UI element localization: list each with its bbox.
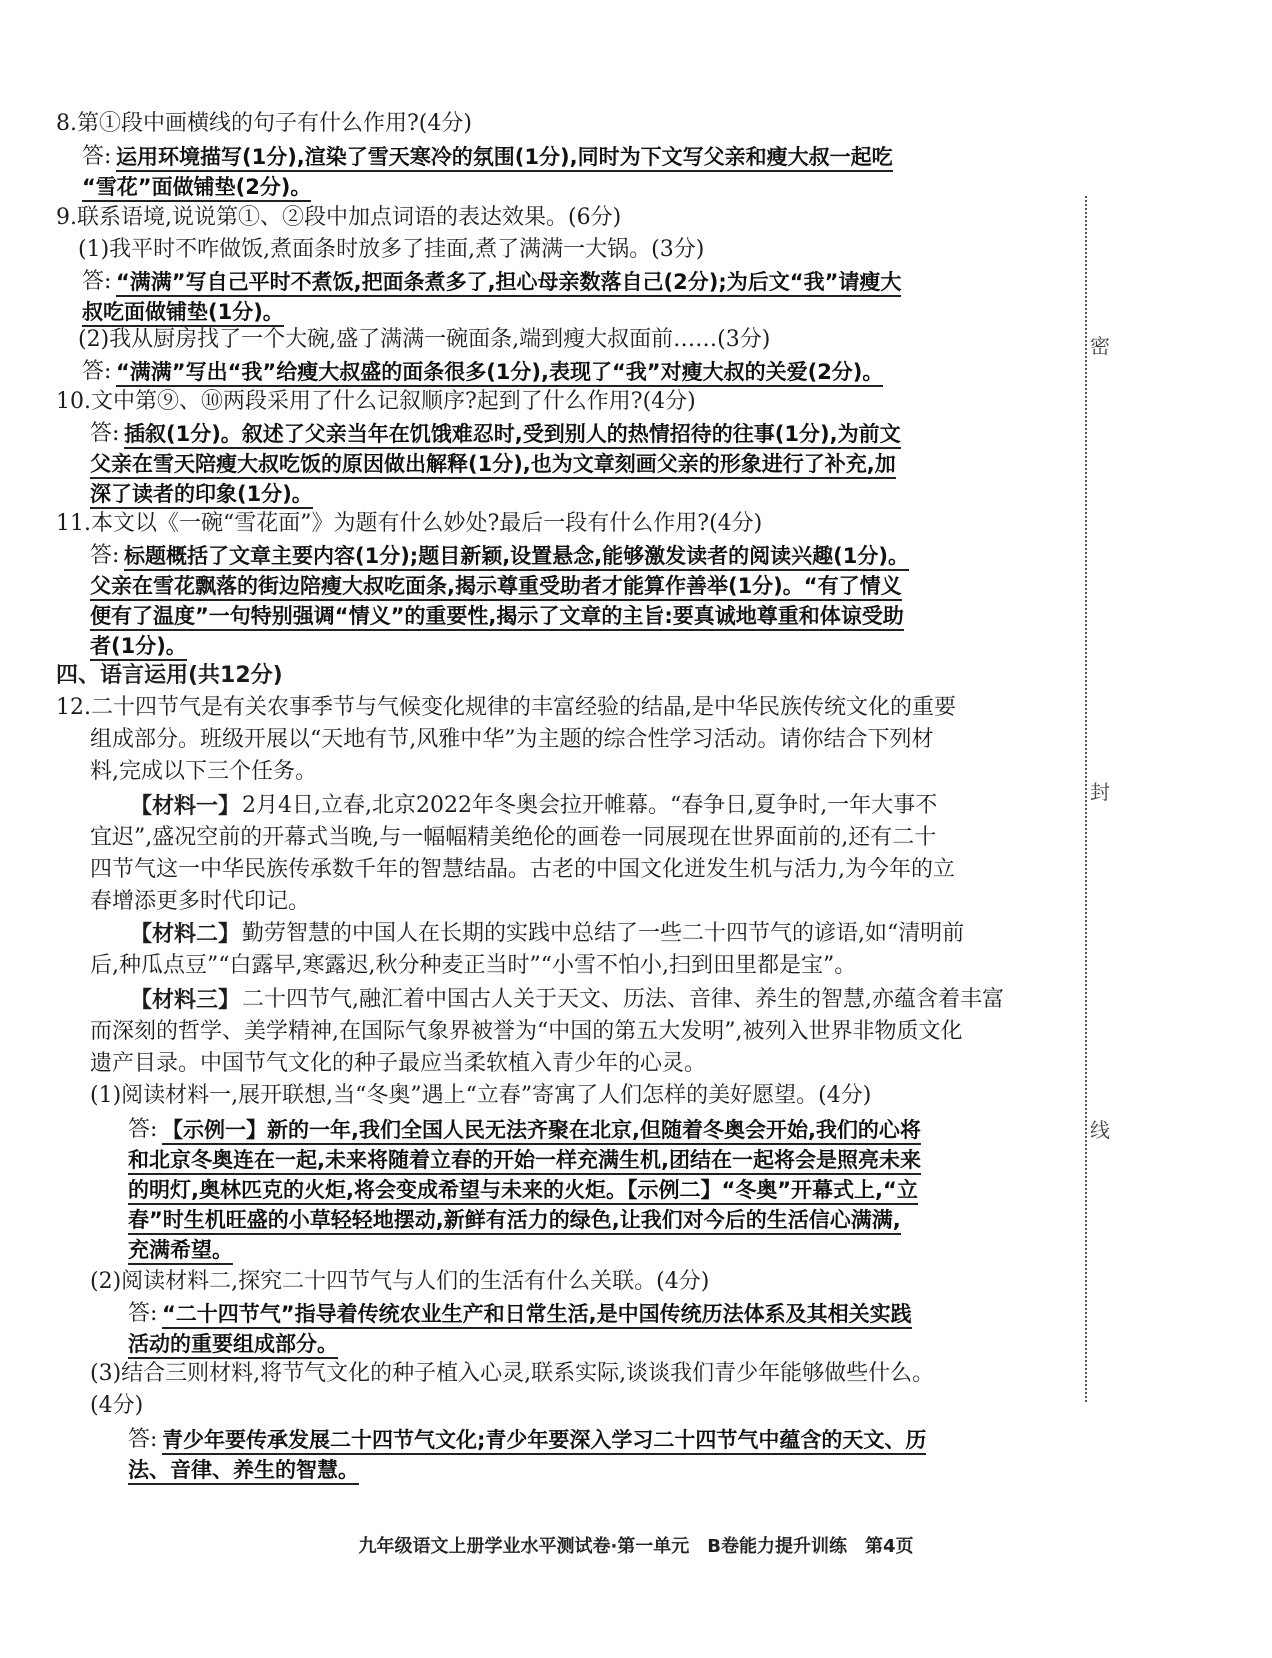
answer-label: 答:: [128, 1427, 158, 1452]
material-3-line-1: 二十四节气,融汇着中国古人关于天文、历法、音律、养生的智慧,亦蕴含着丰富: [242, 987, 1004, 1012]
question-8: 8.第①段中画横线的句子有什么作用?(4分): [56, 111, 472, 136]
answer-11-line-1: 标题概括了文章主要内容(1分);题目新颖,设置悬念,能够激发读者的阅读兴趣(1分)。: [124, 540, 909, 572]
answer-label: 答:: [90, 543, 120, 568]
material-1-line-3: 四节气这一中华民族传承数千年的智慧结晶。古老的中国文化迸发生机与活力,为今年的立: [90, 857, 955, 882]
question-10: 10.文中第⑨、⑩两段采用了什么记叙顺序?起到了什么作用?(4分): [56, 389, 696, 414]
answer-11-line-2: 父亲在雪花飘落的街边陪瘦大叔吃面条,揭示尊重受助者才能算作善举(1分)。“有了情义: [90, 570, 902, 602]
question-9-sub-2: (2)我从厨房找了一个大碗,盛了满满一碗面条,端到瘦大叔面前……(3分): [78, 327, 771, 352]
question-12-sub-2: (2)阅读材料二,探究二十四节气与人们的生活有什么关联。(4分): [90, 1269, 710, 1294]
page-footer: 九年级语文上册学业水平测试卷·第一单元 B卷能力提升训练 第4页: [358, 1536, 914, 1557]
material-2-label: 【材料二】: [130, 921, 241, 947]
material-3-line-3: 遗产目录。中国节气文化的种子最应当柔软植入青少年的心灵。: [90, 1051, 707, 1076]
answer-label: 答:: [128, 1301, 158, 1326]
answer-12-2-line-2: 活动的重要组成部分。: [128, 1328, 338, 1360]
binding-char-mi: 密: [1090, 334, 1110, 358]
material-2-line-2: 后,种瓜点豆”“白露早,寒露迟,秋分种麦正当时”“小雪不怕小,扫到田里都是宝”。: [90, 953, 857, 978]
material-3-line-2: 而深刻的哲学、美学精神,在国际气象界被誉为“中国的第五大发明”,被列入世界非物质文化: [90, 1019, 963, 1044]
answer-9-2: “满满”写出“我”给瘦大叔盛的面条很多(1分),表现了“我”对瘦大叔的关爱(2分)。: [116, 356, 883, 388]
answer-label: 答:: [82, 144, 112, 169]
answer-label: 答:: [82, 269, 112, 294]
question-12-line-1: 12.二十四节气是有关农事季节与气候变化规律的丰富经验的结晶,是中华民族传统文化的重要: [56, 695, 956, 720]
question-9-sub-1: (1)我平时不咋做饭,煮面条时放多了挂面,煮了满满一大锅。(3分): [78, 237, 705, 262]
answer-label: 答:: [128, 1117, 158, 1142]
answer-12-1-line-2: 和北京冬奥连在一起,未来将随着立春的开始一样充满生机,团结在一起将会是照亮未来: [128, 1144, 921, 1176]
material-2-line-1: 勤劳智慧的中国人在长期的实践中总结了一些二十四节气的谚语,如“清明前: [242, 921, 965, 946]
answer-8-line-1: 运用环境描写(1分),渲染了雪天寒冷的氛围(1分),同时为下文写父亲和瘦大叔一起吃: [116, 141, 893, 173]
answer-12-1-line-5: 充满希望。: [128, 1234, 233, 1266]
material-3-label: 【材料三】: [130, 987, 241, 1013]
question-12-sub-1: (1)阅读材料一,展开联想,当“冬奥”遇上“立春”寄寓了人们怎样的美好愿望。(4分): [90, 1083, 872, 1108]
material-1-line-1: 2月4日,立春,北京2022年冬奥会拉开帷幕。“春争日,夏争时,一年大事不: [242, 793, 938, 818]
answer-label: 答:: [82, 359, 112, 384]
answer-9-1-line-1: “满满”写自己平时不煮饭,把面条煮多了,担心母亲数落自己(2分);为后文“我”请瘦大: [116, 266, 901, 298]
answer-12-1-line-1: 【示例一】新的一年,我们全国人民无法齐聚在北京,但随着冬奥会开始,我们的心将: [162, 1114, 921, 1146]
answer-12-3-line-1: 青少年要传承发展二十四节气文化;青少年要深入学习二十四节气中蕴含的天文、历: [162, 1424, 926, 1456]
material-1-line-2: 宜迟”,盛况空前的开幕式当晚,与一幅幅精美绝伦的画卷一同展现在世界面前的,还有二十: [90, 825, 937, 850]
binding-char-xian: 线: [1090, 1118, 1110, 1142]
answer-12-1-line-4: 春”时生机旺盛的小草轻轻地摆动,新鲜有活力的绿色,让我们对今后的生活信心满满,: [128, 1204, 901, 1236]
question-12-sub-3: (3)结合三则材料,将节气文化的种子植入心灵,联系实际,谈谈我们青少年能够做些什么。: [90, 1361, 935, 1386]
material-1-label: 【材料一】: [130, 793, 241, 819]
answer-11-line-4: 者(1分)。: [90, 630, 187, 662]
answer-12-1-line-3: 的明灯,奥林匹克的火炬,将会变成希望与未来的火炬。【示例二】“冬奥”开幕式上,“立: [128, 1174, 918, 1206]
question-12-line-3: 料,完成以下三个任务。: [90, 759, 317, 784]
material-1-line-4: 春增添更多时代印记。: [90, 889, 311, 914]
question-12-line-2: 组成部分。班级开展以“天地有节,风雅中华”为主题的综合性学习活动。请你结合下列材: [90, 727, 934, 752]
answer-10-line-1: 插叙(1分)。叙述了父亲当年在饥饿难忍时,受到别人的热情招待的往事(1分),为前文: [124, 418, 901, 450]
question-9: 9.联系语境,说说第①、②段中加点词语的表达效果。(6分): [56, 205, 622, 230]
answer-label: 答:: [90, 421, 120, 446]
answer-10-line-2: 父亲在雪天陪瘦大叔吃饭的原因做出解释(1分),也为文章刻画父亲的形象进行了补充,加: [90, 448, 896, 480]
binding-char-feng: 封: [1090, 780, 1110, 804]
answer-12-2-line-1: “二十四节气”指导着传统农业生产和日常生活,是中国传统历法体系及其相关实践: [162, 1298, 912, 1330]
question-12-sub-3-points: (4分): [90, 1393, 144, 1418]
question-11: 11.本文以《一碗“雪花面”》为题有什么妙处?最后一段有什么作用?(4分): [56, 511, 763, 536]
answer-8-line-2: “雪花”面做铺垫(2分)。: [82, 171, 311, 203]
section-heading-language-use: 四、语言运用(共12分): [56, 663, 283, 688]
answer-11-line-3: 便有了温度”一句特别强调“情义”的重要性,揭示了文章的主旨:要真诚地尊重和体谅受助: [90, 600, 904, 632]
answer-9-1-line-2: 叔吃面做铺垫(1分)。: [82, 296, 284, 328]
answer-12-3-line-2: 法、音律、养生的智慧。: [128, 1454, 359, 1486]
binding-dotted-line: [1085, 196, 1087, 1402]
answer-10-line-3: 深了读者的印象(1分)。: [90, 478, 313, 510]
